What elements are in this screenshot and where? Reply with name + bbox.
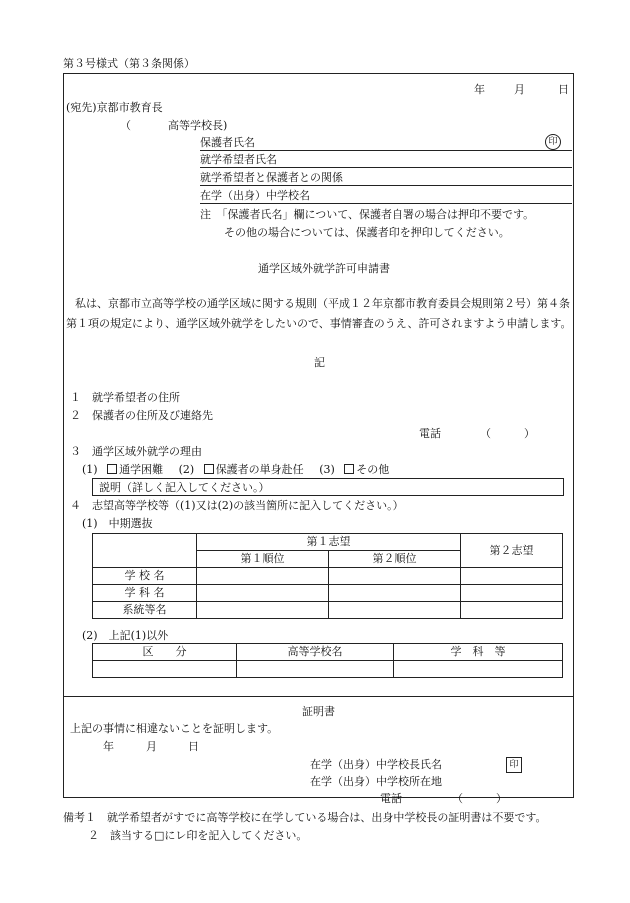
form-label: 第３号様式（第３条関係） bbox=[63, 57, 195, 70]
cell-course-second[interactable] bbox=[461, 602, 563, 619]
date-year: 年 bbox=[474, 83, 485, 96]
reason-3-checkbox[interactable] bbox=[344, 464, 354, 474]
reason-3-number: (3) bbox=[319, 463, 335, 476]
second-choice-header: 第２志望 bbox=[461, 534, 563, 568]
choice-table-corner bbox=[93, 534, 197, 568]
row-label-school: 学 校 名 bbox=[93, 568, 197, 585]
phone-label: 電話 bbox=[419, 427, 441, 440]
choice-table bbox=[92, 533, 563, 619]
student-name-label: 就学希望者氏名 bbox=[200, 153, 277, 166]
item4-school-choice: ４ 志望高等学校等（(1)又は(2)の該当箇所に記入してください。） bbox=[70, 499, 404, 512]
item3-reason: ３ 通学区域外就学の理由 bbox=[70, 445, 202, 458]
body-line1: 私は、京都市立高等学校の通学区域に関する規則（平成１２年京都市教育委員会規則第２号）第４条 bbox=[75, 297, 570, 310]
row-label-course: 系統等名 bbox=[93, 602, 197, 619]
reason-3-label: その他 bbox=[356, 463, 390, 476]
remark-1: 備考１ 就学希望者がすでに高等学校に在学している場合は、出身中学校長の証明書は不要です。 bbox=[63, 811, 547, 824]
explanation-box[interactable] bbox=[92, 478, 564, 496]
item2-guardian-contact: ２ 保護者の住所及び連絡先 bbox=[70, 409, 213, 422]
document-title: 通学区域外就学許可申請書 bbox=[258, 262, 390, 275]
principal-name-label: 在学（出身）中学校長氏名 bbox=[310, 758, 442, 771]
cell-high-school[interactable] bbox=[237, 661, 394, 678]
other-table bbox=[92, 643, 563, 678]
seal-box-icon: 印 bbox=[506, 757, 522, 773]
guardian-name-line[interactable] bbox=[200, 150, 572, 151]
explanation-label: 説明（詳しく記入してください。） bbox=[99, 481, 270, 494]
cell-dept-second[interactable] bbox=[461, 585, 563, 602]
cell-course-rank2[interactable] bbox=[329, 602, 461, 619]
cell-course-rank1[interactable] bbox=[197, 602, 329, 619]
relationship-label: 就学希望者と保護者との関係 bbox=[200, 171, 343, 184]
header-category: 区 分 bbox=[93, 644, 237, 661]
date-month: 月 bbox=[514, 83, 525, 96]
second-rank-header: 第２順位 bbox=[329, 551, 461, 568]
addressee-paren: （ bbox=[120, 119, 131, 132]
ki-heading: 記 bbox=[314, 356, 325, 369]
certificate-title: 証明書 bbox=[302, 705, 335, 718]
reason-1-label: 通学困難 bbox=[119, 463, 164, 476]
certificate-year: 年 bbox=[103, 740, 114, 753]
school-address-label: 在学（出身）中学校所在地 bbox=[310, 775, 442, 788]
cell-school-rank2[interactable] bbox=[329, 568, 461, 585]
body-line2: 第１項の規定により、通学区域外就学をしたいので、事情審査のうえ、許可されますよう申請します。 bbox=[66, 317, 572, 330]
item1-address: １ 就学希望者の住所 bbox=[70, 391, 180, 404]
reason-2-number: (2) bbox=[178, 463, 195, 476]
date-day: 日 bbox=[558, 83, 569, 96]
remark-2: ２ 該当する□にレ印を記入してください。 bbox=[88, 829, 308, 842]
first-rank-header: 第１順位 bbox=[197, 551, 329, 568]
seal-circle-icon: 印 bbox=[545, 134, 561, 150]
certificate-phone-label: 電話 bbox=[380, 792, 402, 805]
sub1-mid-term: (1) 中期選抜 bbox=[82, 517, 153, 530]
certificate-divider bbox=[63, 696, 574, 697]
sub2-other: (2) 上記(1)以外 bbox=[82, 629, 169, 642]
cell-department[interactable] bbox=[394, 661, 563, 678]
relationship-line[interactable] bbox=[200, 185, 572, 186]
reason-2-label: 保護者の単身赴任 bbox=[215, 463, 304, 476]
junior-high-line[interactable] bbox=[200, 203, 572, 204]
addressee-line1: (宛先)京都市教育長 bbox=[66, 101, 163, 114]
header-high-school: 高等学校名 bbox=[237, 644, 394, 661]
cell-dept-rank2[interactable] bbox=[329, 585, 461, 602]
first-choice-header: 第１志望 bbox=[197, 534, 461, 551]
certificate-phone-parens[interactable]: （ ） bbox=[452, 792, 507, 805]
phone-parens[interactable]: （ ） bbox=[480, 427, 535, 440]
cell-dept-rank1[interactable] bbox=[197, 585, 329, 602]
certificate-text: 上記の事情に相違ないことを証明します。 bbox=[70, 722, 279, 735]
row-label-department: 学 科 名 bbox=[93, 585, 197, 602]
cell-school-second[interactable] bbox=[461, 568, 563, 585]
reason-2-checkbox[interactable] bbox=[204, 464, 214, 474]
student-name-line[interactable] bbox=[200, 167, 572, 168]
addressee-line2: 高等学校長) bbox=[168, 119, 228, 132]
note-line2: その他の場合については、保護者印を押印してください。 bbox=[224, 226, 510, 239]
reason-1-checkbox[interactable] bbox=[107, 464, 117, 474]
guardian-name-label: 保護者氏名 bbox=[200, 136, 255, 149]
cell-category[interactable] bbox=[93, 661, 237, 678]
reason-row bbox=[82, 463, 389, 476]
note-line1: 注 「保護者氏名」欄について、保護者自署の場合は押印不要です。 bbox=[200, 208, 535, 221]
cell-school-rank1[interactable] bbox=[197, 568, 329, 585]
header-department: 学 科 等 bbox=[394, 644, 563, 661]
certificate-day: 日 bbox=[188, 740, 199, 753]
junior-high-label: 在学（出身）中学校名 bbox=[200, 189, 310, 202]
certificate-month: 月 bbox=[146, 740, 157, 753]
reason-1-number: (1) bbox=[82, 463, 98, 476]
